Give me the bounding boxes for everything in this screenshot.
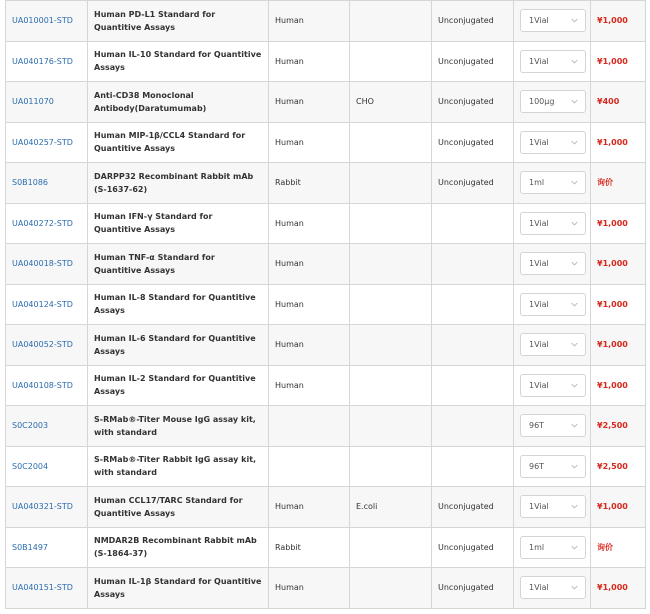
price-cell: ¥1,000 [591,284,646,325]
product-name: Human IL-6 Standard for Quantitive Assays [88,325,269,366]
catalog-number-cell [6,568,88,609]
conjugate-cell [432,244,514,285]
product-name: Human PD-L1 Standard for Quantitive Assays [88,1,269,42]
size-select-cell [514,284,591,325]
catalog-number-cell [6,82,88,123]
catalog-number-cell [6,406,88,447]
catalog-number-link[interactable]: UA040052-STD [12,340,73,350]
price-cell: ¥1,000 [591,1,646,42]
conjugate-cell: Unconjugated [432,568,514,609]
conjugate-cell: Unconjugated [432,1,514,42]
size-select[interactable] [520,50,586,73]
price-cell: ¥1,000 [591,325,646,366]
size-select-cell [514,365,591,406]
species-cell: Human [269,325,350,366]
species-cell: Human [269,284,350,325]
size-select-value: 1Vial [529,218,549,228]
table-row [6,568,646,609]
catalog-number-link[interactable]: S0C2004 [12,461,49,471]
host-cell [350,203,432,244]
catalog-number-link[interactable]: UA040018-STD [12,259,73,269]
species-cell: Human [269,1,350,42]
species-cell: Human [269,122,350,163]
species-cell: Human [269,568,350,609]
catalog-number-link[interactable]: S0B1086 [12,178,49,188]
price-cell: ¥1,000 [591,244,646,285]
product-name: NMDAR2B Recombinant Rabbit mAb (S-1864-37) [88,527,269,568]
size-select-value: 1Vial [529,583,549,593]
size-select-value: 1Vial [529,380,549,390]
catalog-number-cell [6,1,88,42]
size-select-value: 1Vial [529,340,549,350]
host-cell [350,41,432,82]
chevron-down-icon [571,584,578,591]
size-select-value: 100μg [529,97,555,107]
size-select[interactable] [520,414,586,437]
conjugate-cell: Unconjugated [432,163,514,204]
catalog-number-cell [6,325,88,366]
size-select[interactable] [520,455,586,478]
product-table [5,0,646,609]
size-select-value: 96T [529,421,545,431]
product-name: Anti-CD38 Monoclonal Antibody(Daratumumab) [88,82,269,123]
conjugate-cell [432,284,514,325]
host-cell [350,446,432,487]
size-select-value: 1Vial [529,259,549,269]
conjugate-cell [432,365,514,406]
chevron-down-icon [571,220,578,227]
conjugate-cell [432,446,514,487]
size-select-cell [514,163,591,204]
table-row [6,203,646,244]
price-cell: ¥1,000 [591,203,646,244]
conjugate-cell: Unconjugated [432,527,514,568]
catalog-number-cell [6,41,88,82]
size-select-cell [514,406,591,447]
species-cell: Rabbit [269,163,350,204]
catalog-number-link[interactable]: UA040272-STD [12,218,73,228]
product-name: Human IL-1β Standard for Quantitive Assays [88,568,269,609]
size-select-value: 1ml [529,542,545,552]
catalog-number-link[interactable]: UA040151-STD [12,583,73,593]
size-select-cell [514,487,591,528]
chevron-down-icon [571,260,578,267]
species-cell: Rabbit [269,527,350,568]
size-select[interactable] [520,171,586,194]
size-select[interactable] [520,333,586,356]
conjugate-cell: Unconjugated [432,82,514,123]
price-cell: ¥1,000 [591,41,646,82]
table-row [6,122,646,163]
price-cell: ¥1,000 [591,568,646,609]
conjugate-cell [432,406,514,447]
size-select-cell [514,82,591,123]
chevron-down-icon [571,544,578,551]
product-name: Human MIP-1β/CCL4 Standard for Quantitive Assays [88,122,269,163]
catalog-number-cell [6,446,88,487]
conjugate-cell [432,203,514,244]
chevron-down-icon [571,301,578,308]
size-select[interactable] [520,252,586,275]
size-select[interactable] [520,293,586,316]
size-select-value: 1Vial [529,299,549,309]
product-name: S-RMab®-Titer Rabbit IgG assay kit, with standard [88,446,269,487]
table-row [6,41,646,82]
table-row [6,365,646,406]
catalog-number-link[interactable]: UA010001-STD [12,16,73,26]
host-cell [350,163,432,204]
host-cell [350,1,432,42]
host-cell [350,365,432,406]
species-cell: Human [269,244,350,285]
conjugate-cell: Unconjugated [432,41,514,82]
host-cell [350,122,432,163]
species-cell: Human [269,203,350,244]
conjugate-cell: Unconjugated [432,487,514,528]
price-cell: ¥2,500 [591,446,646,487]
catalog-number-cell [6,487,88,528]
product-name: Human IL-8 Standard for Quantitive Assays [88,284,269,325]
chevron-down-icon [571,58,578,65]
price-cell: ¥1,000 [591,487,646,528]
size-select[interactable] [520,9,586,32]
catalog-number-cell [6,122,88,163]
size-select-value: 1Vial [529,137,549,147]
conjugate-cell [432,325,514,366]
size-select-cell [514,244,591,285]
species-cell [269,446,350,487]
size-select-value: 1ml [529,178,545,188]
size-select-value: 1Vial [529,56,549,66]
size-select[interactable] [520,536,586,559]
host-cell [350,527,432,568]
product-name: Human IFN-γ Standard for Quantitive Assays [88,203,269,244]
chevron-down-icon [571,139,578,146]
chevron-down-icon [571,179,578,186]
host-cell [350,568,432,609]
species-cell: Human [269,487,350,528]
product-name: Human IL-2 Standard for Quantitive Assays [88,365,269,406]
species-cell: Human [269,365,350,406]
chevron-down-icon [571,382,578,389]
table-row [6,446,646,487]
table-row [6,244,646,285]
size-select-value: 1Vial [529,502,549,512]
table-row [6,1,646,42]
price-cell: 询价 [591,163,646,204]
size-select-cell [514,122,591,163]
species-cell [269,406,350,447]
price-cell: 询价 [591,527,646,568]
chevron-down-icon [571,98,578,105]
size-select-cell [514,568,591,609]
catalog-number-link[interactable]: UA040321-STD [12,502,73,512]
catalog-number-link[interactable]: S0B1497 [12,542,49,552]
size-select[interactable] [520,374,586,397]
product-name: DARPP32 Recombinant Rabbit mAb (S-1637-62) [88,163,269,204]
table-row [6,82,646,123]
host-cell: CHO [350,82,432,123]
size-select-value: 1Vial [529,16,549,26]
catalog-number-cell [6,365,88,406]
catalog-number-cell [6,284,88,325]
size-select[interactable] [520,212,586,235]
price-cell: ¥400 [591,82,646,123]
chevron-down-icon [571,341,578,348]
host-cell [350,284,432,325]
size-select-cell [514,446,591,487]
price-cell: ¥1,000 [591,365,646,406]
price-cell: ¥1,000 [591,122,646,163]
catalog-number-cell [6,163,88,204]
host-cell [350,406,432,447]
catalog-number-link[interactable]: UA040176-STD [12,56,73,66]
size-select[interactable] [520,576,586,599]
size-select[interactable] [520,131,586,154]
catalog-number-link[interactable]: UA040124-STD [12,299,73,309]
size-select[interactable] [520,90,586,113]
product-table-body [6,1,646,609]
price-cell: ¥2,500 [591,406,646,447]
chevron-down-icon [571,463,578,470]
chevron-down-icon [571,503,578,510]
catalog-number-link[interactable]: UA040257-STD [12,137,73,147]
size-select-cell [514,325,591,366]
product-name: Human CCL17/TARC Standard for Quantitive Assays [88,487,269,528]
product-name: Human TNF-α Standard for Quantitive Assays [88,244,269,285]
size-select-value: 96T [529,461,545,471]
product-name: S-RMab®-Titer Mouse IgG assay kit, with standard [88,406,269,447]
catalog-number-cell [6,244,88,285]
table-row [6,406,646,447]
catalog-number-cell [6,527,88,568]
product-name: Human IL-10 Standard for Quantitive Assays [88,41,269,82]
catalog-number-link[interactable]: UA011070 [12,97,54,107]
species-cell: Human [269,41,350,82]
host-cell: E.coli [350,487,432,528]
table-row [6,163,646,204]
size-select-cell [514,41,591,82]
table-row [6,325,646,366]
host-cell [350,244,432,285]
table-row [6,487,646,528]
host-cell [350,325,432,366]
conjugate-cell: Unconjugated [432,122,514,163]
size-select-cell [514,527,591,568]
catalog-number-cell [6,203,88,244]
chevron-down-icon [571,422,578,429]
chevron-down-icon [571,17,578,24]
table-row [6,284,646,325]
catalog-number-link[interactable]: UA040108-STD [12,380,73,390]
table-row [6,527,646,568]
catalog-number-link[interactable]: S0C2003 [12,421,49,431]
size-select-cell [514,1,591,42]
size-select[interactable] [520,495,586,518]
size-select-cell [514,203,591,244]
species-cell: Human [269,82,350,123]
